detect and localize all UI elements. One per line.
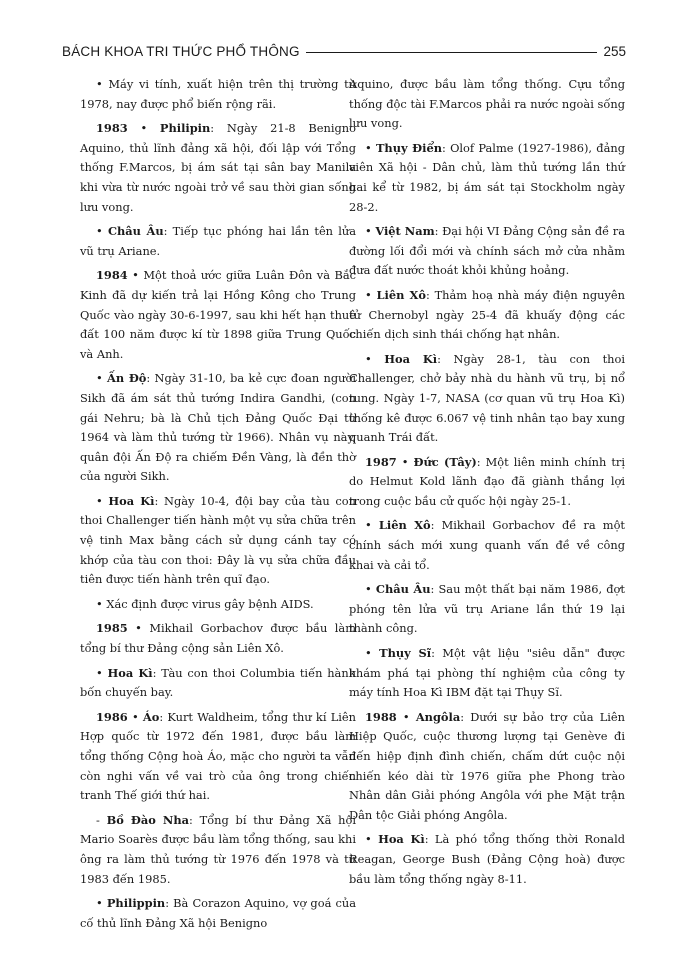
entry-bullet: • (401, 454, 409, 469)
entry-label: Đức (Tây) (413, 454, 477, 469)
entry-bullet: • (140, 121, 148, 136)
entry-label: Hoa Kì (108, 493, 155, 508)
entry-paragraph (349, 350, 625, 448)
left-column (80, 75, 356, 938)
running-header (62, 40, 626, 62)
entry-year: 1983 (96, 121, 128, 136)
entry-bullet: - (96, 812, 100, 827)
entry-label: Philippin (106, 896, 166, 911)
entry-paragraph (80, 619, 356, 658)
entry-paragraph (80, 222, 356, 261)
entry-paragraph (80, 708, 356, 806)
entry-bullet: • (96, 896, 103, 911)
entry-paragraph (80, 492, 356, 590)
entry-paragraph (349, 222, 625, 281)
entry-text: : Ngày 31-10, ba kẻ cực đoan người Sikh đã ám sát thủ tướng Indira Gandhi, (con gái Nehru; bà là Chủ tịch Đảng Quốc Đại từ 1964 và làm thủ tướng từ 1966). Nhân vụ này, quân đội Ấn Độ ra chiếm Đền Vàng, là đền thờ của người Sikh. (80, 371, 356, 484)
entry-bullet: • (96, 77, 103, 91)
entry-text: : Ngày 28-1, tàu con thoi Challenger, chở bảy nhà du hành vũ trụ, bị nổ tung. Ngày 1-7, NASA (cơ quan vũ trụ Hoa Kì) thống kê được 6.067 vệ tinh nhân tạo bay xung quanh Trái đất. (349, 351, 625, 445)
entry-text: Xác định được virus gây bệnh AIDS. (106, 596, 314, 611)
entry-label: Châu Âu (375, 582, 431, 597)
entry-paragraph (80, 664, 356, 703)
entry-text: : Thảm hoạ nhà máy điện nguyên tử Chernobyl ngày 25-4 đã khuấy động các chiến dịch sinh thái chống hạt nhân. (349, 287, 625, 342)
entry-bullet: • (365, 582, 372, 597)
entry-year: 1986 (96, 709, 128, 724)
entry-label: Hoa Kì (384, 351, 438, 366)
entry-label: Liên Xô (376, 287, 426, 302)
entry-text: : Ngày 10-4, đội bay của tàu con thoi Challenger tiến hành một vụ sửa chữa trên vệ tinh Max bằng cách sử dụng cánh tay có khớp của tàu con thoi: Đây là vụ sửa chữa đầu tiên được tiến hành trên quĩ đạo. (80, 493, 356, 587)
entry-bullet: • (96, 493, 103, 508)
entry-text: : Olof Palme (1927-1986), đảng viên Xã hội - Dân chủ, làm thủ tướng lần thứ hai kể từ 1982, bị ám sát tại Stockholm ngày 28-2. (349, 140, 625, 214)
entry-bullet: • (365, 224, 372, 239)
entry-text: : Sau một thất bại năm 1986, đợt phóng tên lửa vũ trụ Ariane lần thứ 19 lại thành công. (349, 582, 625, 636)
entry-text: : Bà Corazon Aquino, vợ goá của cố thủ lĩnh Đảng Xã hội Benigno (80, 896, 356, 930)
entry-paragraph (80, 595, 356, 615)
entry-bullet: • (132, 268, 139, 283)
entry-paragraph (349, 644, 625, 703)
entry-text: : Tổng bí thư Đảng Xã hội Mario Soarès được bầu làm tổng thống, sau khi ông ra làm thủ tướng từ 1976 đến 1978 và từ 1983 đến 1985. (80, 812, 357, 886)
entry-label: Ấn Độ (107, 371, 147, 386)
entry-text: : Là phó tổng thống thời Ronald Reagan, George Bush (Đảng Cộng hoà) được bầu làm tổng thống ngày 8-11. (349, 832, 626, 886)
entry-text: : Một liên minh chính trị do Helmut Kold lãnh đạo đã giành thắng lợi trong cuộc bầu cử quốc hội ngày 25-1. (349, 454, 625, 508)
entry-paragraph (80, 266, 356, 364)
entry-paragraph (349, 286, 625, 345)
entry-paragraph (349, 580, 625, 639)
entry-label: Hoa Kì (107, 665, 153, 680)
entry-label: Thụy Điển (375, 140, 442, 155)
entry-label: Thụy Sĩ (379, 646, 432, 661)
entry-label: Hoa Kì (378, 832, 425, 847)
entry-bullet: • (131, 709, 139, 724)
entry-bullet: • (402, 709, 410, 724)
entry-paragraph (349, 453, 625, 512)
entry-text: Mikhail Gorbachov được bầu làm tổng bí thư Đảng cộng sản Liên Xô. (80, 621, 357, 656)
entry-paragraph (80, 369, 356, 487)
entry-year: 1988 (365, 709, 397, 724)
entry-paragraph (80, 894, 356, 933)
entry-bullet: • (96, 665, 103, 680)
entry-paragraph (349, 516, 625, 575)
entry-paragraph (349, 708, 625, 826)
entry-text: : Đại hội VI Đảng Cộng sản đề ra đường lối đổi mới và chính sách mở cửa nhằm đưa đất nước thoát khỏi khủng hoảng. (349, 224, 625, 278)
entry-text: : Tiếp tục phóng hai lần tên lửa vũ trụ Ariane. (80, 224, 356, 258)
entry-paragraph (349, 830, 625, 889)
page-number: 255 (603, 43, 626, 59)
entry-text: Aquino, được bầu làm tổng thống. Cựu tổng thống độc tài F.Marcos phải ra nước ngoài sống lưu vong. (349, 77, 625, 131)
entry-year: 1985 (96, 621, 128, 636)
entry-paragraph (349, 75, 625, 134)
entry-label: Angôla (415, 709, 461, 724)
entry-bullet: • (96, 224, 103, 239)
entry-bullet: • (96, 596, 103, 611)
entry-bullet: • (365, 351, 372, 366)
entry-label: Liên Xô (378, 518, 431, 533)
right-column (349, 75, 625, 894)
entry-bullet: • (96, 371, 103, 386)
entry-text: : Tàu con thoi Columbia tiến hành bốn chuyến bay. (80, 665, 357, 700)
entry-text: : Một vật liệu "siêu dẫn" được khám phá tại phòng thí nghiệm của công ty máy tính Hoa Kì IBM đặt tại Thụy Sĩ. (349, 646, 625, 700)
entry-text: : Mikhail Gorbachov đề ra một chính sách mới xung quanh vấn đề về công khai và cải tổ. (349, 518, 626, 572)
entry-year: 1984 (96, 268, 128, 283)
entry-bullet: • (365, 140, 372, 155)
entry-text: : Kurt Waldheim, tổng thư kí Liên Hợp quốc từ 1972 đến 1981, được bầu làm tổng thống Cộng hoà Áo, mặc cho người ta vẫn còn nghi vấn về vai trò của ông trong chiến tranh Thế giới thứ hai. (80, 709, 356, 803)
entry-text: Máy vi tính, xuất hiện trên thị trường từ 1978, nay được phổ biến rộng rãi. (80, 77, 356, 111)
entry-paragraph (80, 811, 356, 889)
entry-text: : Dưới sự bảo trợ của Liên Hiệp Quốc, cuộc thương lượng tại Genève đi đến hiệp định đình chiến, chấm dứt cuộc nội chiến kéo dài từ 1976 giữa phe Phong trào Nhân dân Giải phóng Angôla với phe Mặt trận Dân tộc Giải phóng Angôla. (349, 709, 625, 822)
entry-text: Một thoả ước giữa Luân Đôn và Bắc Kinh đã dự kiến trả lại Hồng Kông cho Trung Quốc vào ngày 30-6-1997, sau khi hết hạn thuê đất 100 năm được kí từ 1898 giữa Trung Quốc và Anh. (80, 268, 357, 361)
entry-bullet: • (365, 832, 372, 847)
entry-text: : Ngày 21-8 Benigno Aquino, thủ lĩnh đảng xã hội, đối lập với Tổng thống F.Marcos, bị ám sát tại sân bay Manila khi vừa từ nước ngoài trở về sau thời gian sống lưu vong. (80, 121, 356, 214)
entry-label: Châu Âu (107, 224, 164, 239)
entry-bullet: • (135, 621, 142, 636)
entry-label: Việt Nam (375, 224, 435, 239)
entry-label: Áo (142, 709, 160, 724)
entry-label: Bồ Đào Nha (106, 812, 190, 827)
book-title: BÁCH KHOA TRI THỨC PHỔ THÔNG (62, 43, 300, 59)
entry-bullet: • (365, 518, 372, 533)
entry-bullet: • (365, 287, 372, 302)
entry-label: Philipin (159, 121, 211, 136)
entry-year: 1987 (365, 454, 397, 469)
entry-paragraph (80, 75, 356, 114)
header-rule (306, 52, 598, 53)
entry-paragraph (80, 119, 356, 217)
entry-paragraph (349, 139, 625, 217)
entry-bullet: • (365, 646, 372, 661)
